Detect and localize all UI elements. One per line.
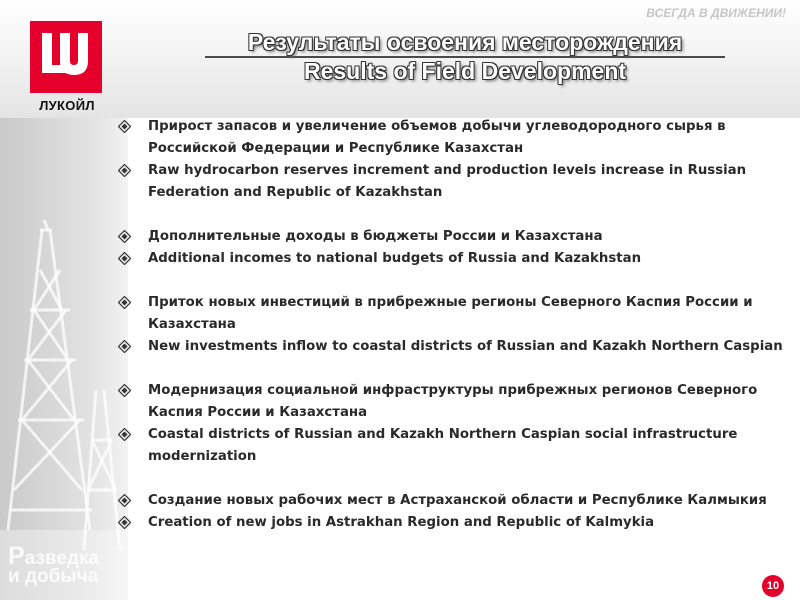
lukoil-logo-icon — [30, 21, 102, 93]
bullet-text: Coastal districts of Russian and Kazakh Northern Caspian social infrastructure modernization — [148, 427, 738, 464]
bullet-item — [112, 116, 792, 160]
bullet-item — [112, 226, 792, 248]
diamond-bullet-icon — [118, 494, 131, 507]
page-number: 10 — [762, 575, 784, 597]
diamond-bullet-icon — [118, 252, 131, 265]
bullet-item — [112, 336, 792, 358]
lukoil-logo — [30, 21, 102, 93]
bullet-item — [112, 490, 792, 512]
bullet-item — [112, 512, 792, 534]
tagline: ВСЕГДА В ДВИЖЕНИИ! — [646, 6, 786, 20]
bullet-text: Дополнительные доходы в бюджеты России и Казахстана — [148, 229, 603, 244]
watermark-initial: Р — [8, 542, 25, 570]
watermark-line1: азведка — [24, 548, 100, 569]
bullet-text: Additional incomes to national budgets of Russia and Kazakhstan — [148, 251, 642, 266]
diamond-bullet-icon — [118, 516, 131, 529]
bullet-item — [112, 160, 792, 204]
diamond-bullet-icon — [118, 120, 131, 133]
title-ru: Результаты освоения месторождения — [247, 29, 683, 55]
bullet-item — [112, 424, 792, 468]
diamond-bullet-icon — [118, 428, 131, 441]
bullet-text: Приток новых инвестиций в прибрежные регионы Северного Каспия России и Казахстана — [148, 295, 753, 332]
bullet-text: New investments inflow to coastal districts of Russian and Kazakh Northern Caspian — [148, 339, 783, 354]
bullet-item — [112, 292, 792, 336]
bullet-item — [112, 380, 792, 424]
diamond-bullet-icon — [118, 164, 131, 177]
division-watermark — [8, 542, 100, 587]
bullet-list — [112, 116, 792, 534]
bullet-text: Прирост запасов и увеличение объемов добычи углеводородного сырья в Российской Федерации и Республике Казахстан — [148, 119, 726, 156]
bullet-text: Модернизация социальной инфраструктуры прибрежных регионов Северного Каспия России и Казахстана — [148, 383, 758, 420]
slide-title — [210, 28, 720, 86]
bullet-text: Raw hydrocarbon reserves increment and production levels increase in Russian Federation and Republic of Kazakhstan — [148, 163, 747, 200]
brand-name: ЛУКОЙЛ — [39, 98, 95, 113]
diamond-bullet-icon — [118, 384, 131, 397]
diamond-bullet-icon — [118, 296, 131, 309]
diamond-bullet-icon — [118, 340, 131, 353]
watermark-line2: и добыча — [8, 566, 99, 587]
bullet-text: Создание новых рабочих мест в Астраханской области и Республике Калмыкия — [148, 493, 767, 508]
diamond-bullet-icon — [118, 230, 131, 243]
oil-rig-icon — [0, 150, 128, 600]
bullet-text: Creation of new jobs in Astrakhan Region and Republic of Kalmykia — [148, 515, 655, 530]
title-en: Results of Field Development — [303, 58, 627, 84]
bullet-item — [112, 248, 792, 270]
